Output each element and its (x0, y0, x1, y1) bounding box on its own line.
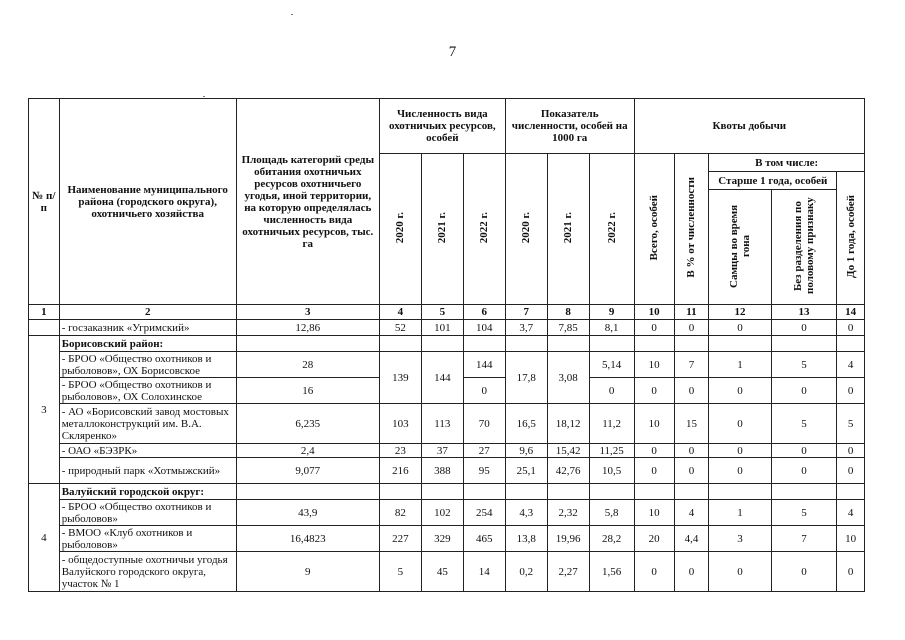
header-count-2021: 2021 г. (436, 211, 449, 244)
cell-total: 0 (634, 458, 674, 484)
cell-count-2022: 14 (463, 552, 505, 592)
cell-density-2021: 19,96 (547, 526, 589, 552)
col-num: 3 (236, 305, 379, 320)
cell-area: 43,9 (236, 500, 379, 526)
cell-density-2021: 42,76 (547, 458, 589, 484)
cell-count-2020: 5 (379, 552, 421, 592)
header-percent: В % от численности (685, 177, 698, 278)
cell-males: 1 (709, 500, 771, 526)
cell-males: 0 (709, 378, 771, 404)
cell-name: - госзаказник «Угримский» (59, 320, 236, 336)
cell-young: 0 (837, 378, 865, 404)
table-row (29, 404, 865, 444)
cell-males: 0 (709, 458, 771, 484)
col-num: 6 (463, 305, 505, 320)
column-number-row (29, 305, 865, 320)
cell-name: - ОАО «БЭЗРК» (59, 444, 236, 458)
cell-count-2020: 103 (379, 404, 421, 444)
col-num: 2 (59, 305, 236, 320)
col-num: 7 (505, 305, 547, 320)
cell-total: 10 (634, 404, 674, 444)
cell-area: 16,4823 (236, 526, 379, 552)
cell-percent: 0 (674, 320, 709, 336)
cell-count-2022: 95 (463, 458, 505, 484)
col-num: 5 (421, 305, 463, 320)
header-area: Площадь категорий среды обитания охотничьих ресурсов охотничьего угодья, иной территории, на которую определялась численность вида охотничьих ресурсов, тыс. га (236, 99, 379, 305)
cell-no-gender: 0 (771, 444, 836, 458)
cell-count-2020: 23 (379, 444, 421, 458)
header-young: До 1 года, особей (844, 195, 857, 278)
cell-males: 0 (709, 320, 771, 336)
cell-density-2022: 11,25 (589, 444, 634, 458)
cell-count-2021: 113 (421, 404, 463, 444)
cell-young: 0 (837, 552, 865, 592)
cell-name: - БРОО «Общество охотников и рыболовов», ОХ Солохинское (59, 378, 236, 404)
cell-density-2021: 18,12 (547, 404, 589, 444)
cell-percent: 0 (674, 444, 709, 458)
cell-density-2020: 13,8 (505, 526, 547, 552)
cell-area: 9 (236, 552, 379, 592)
cell-males: 0 (709, 444, 771, 458)
cell-name: - АО «Борисовский завод мостовых металлоконструкций им. В.А. Скляренко» (59, 404, 236, 444)
cell-density-2020: 0,2 (505, 552, 547, 592)
cell-no-gender: 0 (771, 552, 836, 592)
cell-count-2022: 144 (463, 352, 505, 378)
cell-percent: 15 (674, 404, 709, 444)
cell-young: 0 (837, 444, 865, 458)
cell-count-2022: 27 (463, 444, 505, 458)
table-row (29, 444, 865, 458)
col-num: 1 (29, 305, 60, 320)
cell-density-2022: 5,8 (589, 500, 634, 526)
table-row (29, 500, 865, 526)
header-quota-group: Квоты добычи (634, 99, 864, 154)
cell-percent: 4,4 (674, 526, 709, 552)
cell-young: 4 (837, 500, 865, 526)
cell-count-2021: 45 (421, 552, 463, 592)
cell-percent: 0 (674, 552, 709, 592)
cell-no-gender: 5 (771, 352, 836, 378)
header-density-group: Показатель численности, особей на 1000 га (505, 99, 634, 154)
header-count-2020: 2020 г. (394, 211, 407, 244)
cell-no-gender: 5 (771, 500, 836, 526)
cell-count-2021: 329 (421, 526, 463, 552)
cell-density-2022: 1,56 (589, 552, 634, 592)
col-num: 14 (837, 305, 865, 320)
cell-area: 6,235 (236, 404, 379, 444)
cell-young: 10 (837, 526, 865, 552)
cell-density-2021: 15,42 (547, 444, 589, 458)
header-males: Самцы во время гона (728, 203, 753, 288)
cell-density-2022: 0 (589, 378, 634, 404)
cell-percent: 0 (674, 458, 709, 484)
cell-density-2021: 3,08 (547, 352, 589, 404)
cell-density-2021: 2,27 (547, 552, 589, 592)
cell-count-2021: 102 (421, 500, 463, 526)
cell-count-2021: 144 (421, 352, 463, 404)
cell-area: 9,077 (236, 458, 379, 484)
header-name: Наименование муниципального района (городского округа), охотничьего хозяйства (59, 99, 236, 305)
cell-density-2020: 25,1 (505, 458, 547, 484)
cell-count-2020: 139 (379, 352, 421, 404)
cell-density-2022: 5,14 (589, 352, 634, 378)
header-density-2022: 2022 г. (605, 211, 618, 244)
cell-total: 10 (634, 500, 674, 526)
cell-young: 0 (837, 320, 865, 336)
cell-no: 3 (29, 336, 60, 484)
cell-percent: 7 (674, 352, 709, 378)
header-count-group: Численность вида охотничьих ресурсов, особей (379, 99, 505, 154)
cell-total: 0 (634, 378, 674, 404)
cell-males: 1 (709, 352, 771, 378)
cell-no-gender: 0 (771, 378, 836, 404)
cell-total: 10 (634, 352, 674, 378)
header-no-gender: Без разделения по половому признаку (791, 197, 816, 294)
hunting-quota-table (28, 98, 865, 592)
cell-total: 20 (634, 526, 674, 552)
cell-name: - БРОО «Общество охотников и рыболовов» (59, 500, 236, 526)
col-num: 9 (589, 305, 634, 320)
cell-males: 0 (709, 404, 771, 444)
cell-density-2020: 3,7 (505, 320, 547, 336)
cell-area: 12,86 (236, 320, 379, 336)
cell-density-2020: 17,8 (505, 352, 547, 404)
cell-area: 16 (236, 378, 379, 404)
table-row (29, 352, 865, 378)
table-row (29, 526, 865, 552)
cell-percent: 0 (674, 378, 709, 404)
cell-total: 0 (634, 552, 674, 592)
cell-no-gender: 5 (771, 404, 836, 444)
scan-speck (203, 96, 205, 97)
cell-density-2020: 4,3 (505, 500, 547, 526)
cell-no-gender: 7 (771, 526, 836, 552)
header-count-2022: 2022 г. (478, 211, 491, 244)
cell-total: 0 (634, 320, 674, 336)
cell-no-gender: 0 (771, 320, 836, 336)
cell-young: 4 (837, 352, 865, 378)
page-number: 7 (448, 44, 457, 60)
cell-area: 28 (236, 352, 379, 378)
table-row (29, 320, 865, 336)
cell-density-2020: 9,6 (505, 444, 547, 458)
district-row (29, 336, 865, 352)
table-row (29, 552, 865, 592)
col-num: 8 (547, 305, 589, 320)
cell-density-2021: 7,85 (547, 320, 589, 336)
col-num: 11 (674, 305, 709, 320)
col-num: 4 (379, 305, 421, 320)
cell-density-2022: 28,2 (589, 526, 634, 552)
header-total: Всего, особей (648, 194, 661, 261)
cell-name: - общедоступные охотничьи угодья Валуйского городского округа, участок № 1 (59, 552, 236, 592)
col-num: 10 (634, 305, 674, 320)
cell-name: - БРОО «Общество охотников и рыболовов», ОХ Борисовское (59, 352, 236, 378)
cell-count-2022: 0 (463, 378, 505, 404)
header-density-2021: 2021 г. (562, 211, 575, 244)
cell-count-2021: 37 (421, 444, 463, 458)
cell-name: - ВМОО «Клуб охотников и рыболовов» (59, 526, 236, 552)
header-no: № п/п (29, 99, 60, 305)
cell-count-2022: 254 (463, 500, 505, 526)
cell-males: 3 (709, 526, 771, 552)
table-row (29, 458, 865, 484)
district-row (29, 484, 865, 500)
cell-count-2022: 465 (463, 526, 505, 552)
cell-name: - природный парк «Хотмыжский» (59, 458, 236, 484)
cell-density-2022: 8,1 (589, 320, 634, 336)
cell-count-2020: 227 (379, 526, 421, 552)
district-name: Борисовский район: (59, 336, 236, 352)
cell-count-2022: 70 (463, 404, 505, 444)
cell-area: 2,4 (236, 444, 379, 458)
cell-density-2021: 2,32 (547, 500, 589, 526)
cell-count-2021: 101 (421, 320, 463, 336)
cell-no (29, 320, 60, 336)
header-older: Старше 1 года, особей (709, 172, 837, 190)
cell-young: 0 (837, 458, 865, 484)
header-density-2020: 2020 г. (520, 211, 533, 244)
cell-percent: 4 (674, 500, 709, 526)
scan-speck (291, 14, 293, 15)
cell-count-2021: 388 (421, 458, 463, 484)
cell-count-2020: 52 (379, 320, 421, 336)
header-including: В том числе: (709, 154, 865, 172)
cell-count-2022: 104 (463, 320, 505, 336)
district-name: Валуйский городской округ: (59, 484, 236, 500)
cell-no: 4 (29, 484, 60, 592)
cell-males: 0 (709, 552, 771, 592)
cell-young: 5 (837, 404, 865, 444)
cell-density-2020: 16,5 (505, 404, 547, 444)
col-num: 13 (771, 305, 836, 320)
cell-no-gender: 0 (771, 458, 836, 484)
cell-count-2020: 82 (379, 500, 421, 526)
cell-density-2022: 10,5 (589, 458, 634, 484)
col-num: 12 (709, 305, 771, 320)
cell-total: 0 (634, 444, 674, 458)
cell-count-2020: 216 (379, 458, 421, 484)
cell-density-2022: 11,2 (589, 404, 634, 444)
